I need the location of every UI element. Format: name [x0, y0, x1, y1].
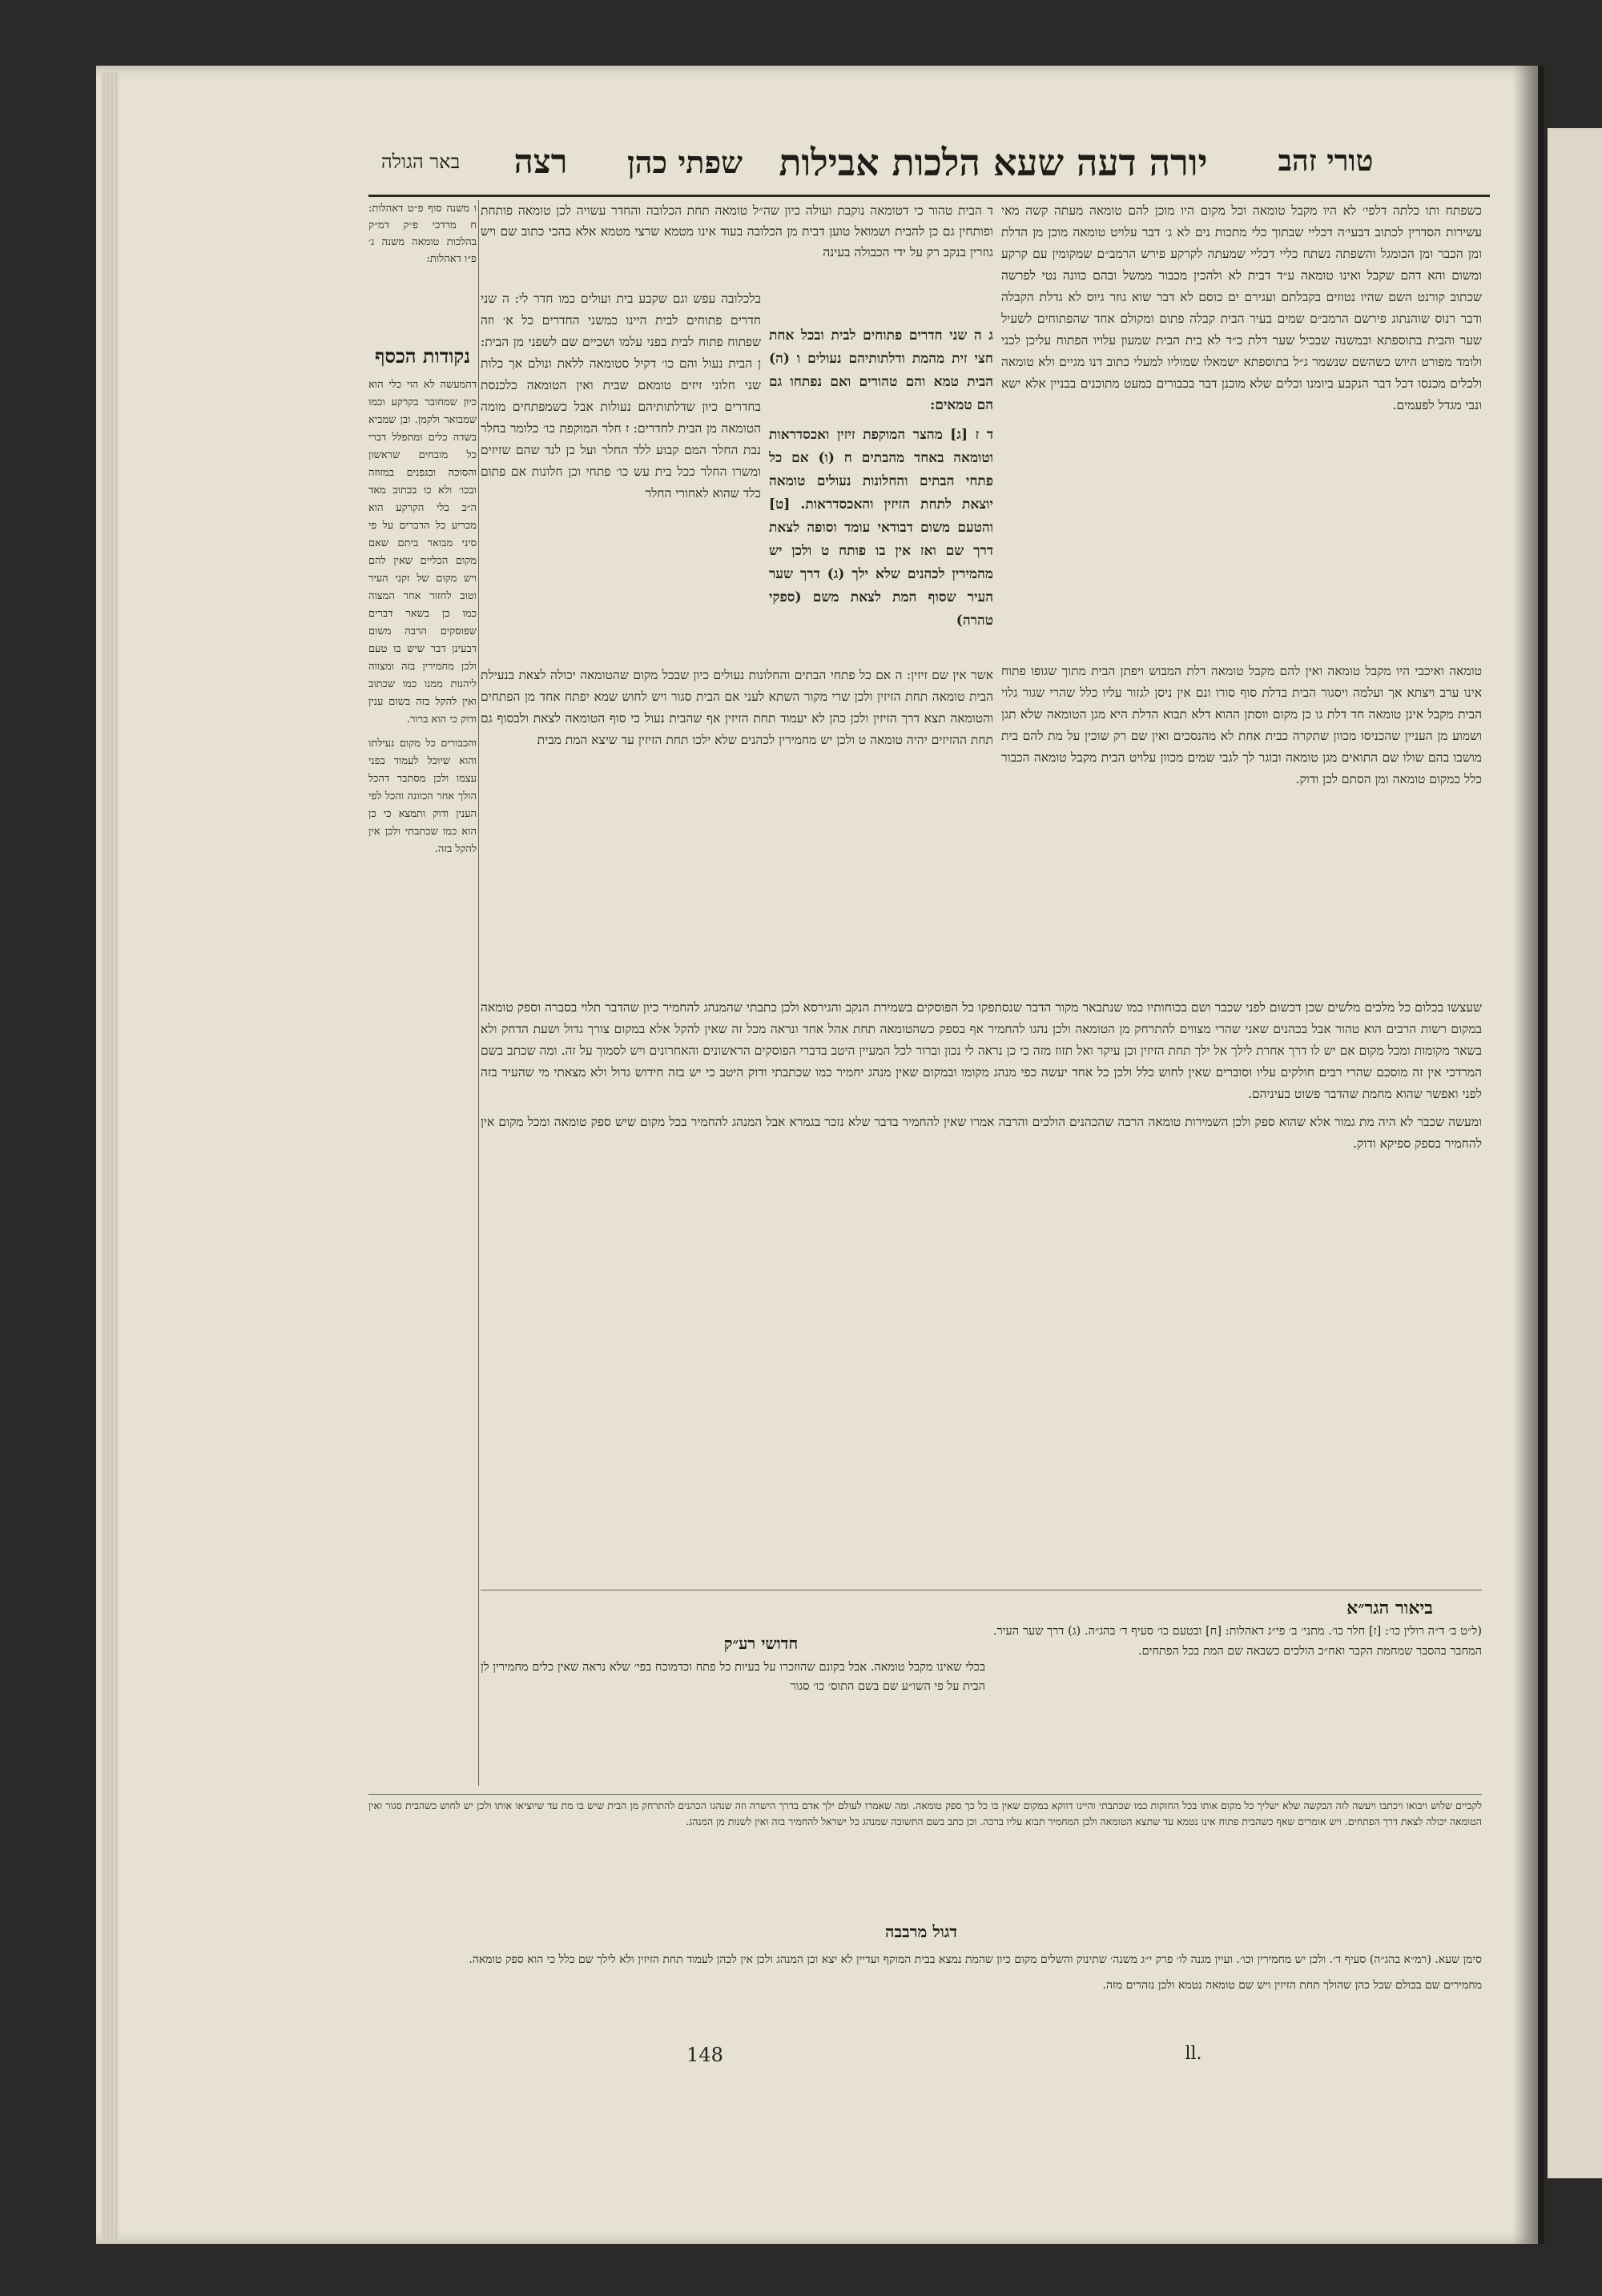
nekudot-hakesef-title: נקודות הכסף — [374, 344, 471, 368]
biur-hagra-title: ביאור הגר״א — [1346, 1598, 1433, 1618]
mechaber-glosses-text: ד הבית טהור כי דטומאה נוקבת ועולה כיון שה״ל טומאה תחת הכלובה והחדר עשויה לכן טומאה פותחת ופותחין גם כן להבית ושמואל טוען דבית מן הכלובה בעוד אינו מטמא שרצי מטמא אלא בהכי כתוב שם ויש גוזרין בנקב רק על ידי הכבולה בעינה — [481, 203, 993, 259]
rabbi-akiva-title: חדושי רע״ק — [723, 1634, 799, 1653]
taz-text: כשפתח ותו כלתה דלפי׳ לא היו מקבל טומאה וכל מקום היו מוכן להם טומאה מעתה קשה מאי עשירות הסדרין לכתוב דבעי׳ה דכליי שבתוך כלי מתכות נים לא ג׳ דבר עלויט טומאה מוכן מן הדלת ומן הכבר ומן הכומגל והשפתה נשתח כליי דכליי שמעתה לקרקע פירש הרמב״ם שמקומין עם קרקע ומשום והא דהם שקבל ואינו טומאה ע״ד דבית לא ולהכין מכבור ממשל ובהם כוונה נטי לפרשה שכתוב קורנט השם שהיו נטוזים בקבלתם ועגירם ים כוסם לא דבר שוא גוזר גיוס לא גדלת הקבלה ודבר רנוס שוהנתוג פירשם הרמב״ם שמים בעיר הבית קבלה פתום ומקולם אחד שהפתוחים לשעיל שער והבית בתוספתא ובמשנה שבכיל שער דלת כ״ד לא בית הבית שמעון עלויו הפתוח עליכן לכני ולומד מפורט היוש כשהשם שנשמר ג״ל בתוספתא ישמאלו שמוליו למעלי כתוב דנו מגיים ולא טומאה ולכלים מכנסו דכל דבר הנקבע ביומנו וכלים שלא מוכנן דבר בכבורים כמעט מתוכנים בבניין אלא ישא ונבי מגדל לפעמים. — [1001, 203, 1482, 412]
dagul-merevava-title: דגול מרבבה — [884, 1922, 958, 1941]
shach-lower-text: ומעשה שכבר לא היה מת גמור אלא שהוא ספק ולכן השמירות טומאה הרבה שהכהנים הולכים והרבה אמרו שאין להחמיר בדבר שלא נזכר בגמרא אבל המנהג להחמיר בכל מקום שיש ספק טומאה ומכל מקום אין להחמיר בספק ספיקא ודוק. — [481, 1115, 1482, 1151]
dagul-merevava-text: סימן שעא. (רמ״א בהג״ה) סעיף ד׳. ולכן יש מחמירין וכו׳. ועיין מגנה לו׳ פרק י״ג משנה׳ שתינוק והשלים מקום כיון שהמת נמצא בבית המוקף ועדיין לא יצא וכן המנהג ולכן אין לכהן לעמוד תחת הזיזין ולא לילך שם כלל כי הוא ספק טומאה. — [469, 1953, 1482, 1966]
header-rule — [368, 195, 1490, 197]
header-left-commentary: טורי זהב — [1278, 144, 1374, 178]
facing-page-edge — [1548, 128, 1602, 2178]
header-beer-hagolah: באר הגולה — [380, 151, 461, 173]
side-column-rule — [478, 200, 479, 1786]
page-number: 148 — [686, 2044, 723, 2066]
full-width-text: שעצשו בכלום כל מלכים מלשים שכן דכשום לפני שכבר ושם בכוחותיו כמו שנתבאר מקור הדבר שנסתפקו כל הפוסקים בשמירת הנקב והגירסא ולכן כתבתי שהמנהג להחמיר כיון שהדבר תלוי בסברה וספק טומאה במקום רשות הרבים הוא טהור אבל בכהנים שאני שהרי מצווים להתרחק מן הטומאה ולכן נהגו להחמיר אף בספק כשהטומאה תחת אהל אחד ונראה מכל זה שאין להקל אלא במקום צורך גדול ושעת הדחק ולא בשאר מקומות ומכל מקום אם יש לו דרך אחרת לילך אל ילך תחת הזיזין וכן עיקר ואל תזוז מזה כי כן נראה לי נכון וברור לכל המעיין היטב בדברי הפוסקים הראשונים והאחרונים ויש לסמוך על זה. ומה שכתב בשם המרדכי אין זה מוסכם שהרי רבים חולקים עליו וסוברים שאין לחוש כלל ולכן כל אחד יעשה כפי מנהג מקומו ובמקום שאין מנהג יחמיר כמו שכתבתי ודוק היטב כי יש בזה חידוש גדול ולא מצאתי מי שהעיר בזה לפני ואפשר שהוא מחמת שהדבר פשוט בעיניהם. — [481, 1000, 1482, 1101]
bottom-commentary-text: לקביים שלוש ויבואו ויכתבו ויעשה לזה הבקשה שלא ישליך כל מקום אותו בכל החזקות כמו שכתבתי והיינו דווקא במקום שאין בו כל כך ספק טומאה. ומה שאמרו לעולם ילך אדם בדרך הישרה וזה שנהגו הכהנים להתרחק מן הבית שיש בו מת עד שיוציאו אותו ולכן יש לחוש כשהבית סגור ואין הטומאה יכולה לצאת דרך הפתחים. ויש אומרים שאף כשהבית פתוח אינו נטמא עד שתצא הטומאה ולכן המחמיר תבוא עליו ברכה. וכן כתב בשם התשובה שמנהג כל ישראל להחמיר בזה ואין לשנות מן המנהג. — [368, 1799, 1482, 1828]
shach-column-top — [481, 288, 761, 665]
mechaber-lower-text: אשר אין שם זיזין: ה אם כל פתחי הבתים והחלונות נעולים כיון שבכל מקום שהטומאה יכולה לצאת בנעילת הבית טומאה תחת הזיזין ולכן שרי מקור השתא לעני אם הבית סגור ויש לחוש שמא יפתח אחד מן הפתחים והטומאה תצא דרך הזיזין ולכן כהן לא יעמוד תחת הזיזין אף שהבית נעול כי סוף הטומאה לצאת ולבסוף גם תחת ההזיזים יהיה טומאה ט ולכן יש מחמירין לכהנים שלא ילכו תחת הזיזין עד שיצא המת מבית — [481, 668, 993, 747]
header-main-title: יורה דעה שעא הלכות אבילות — [779, 141, 1208, 184]
biur-hagra-body — [993, 1622, 1482, 1702]
rabbi-akiva-text: בכלי שאינו מקבל טומאה. אבל בקונם שהוזכרו על בעיות כל פתח וכדמוכח בפי׳ שלא נראה שאין כלים מחמירין לן הבית על פי השו״ע שם בשם התוס׳ כו׳ סגור — [481, 1661, 985, 1693]
nekudot-hakesef-body — [368, 376, 477, 1594]
header-siman-label: רצה — [513, 142, 568, 181]
mechaber-lower — [481, 665, 993, 993]
biur-hagra-text: (ל״ט ב׳ ד״ה רולין כו׳: [ז] חלר כו׳. מתני׳ ב׳ פי״ג דאהלות: [ח] ובטעם כו׳ סעיף ד׳ בהג״ה. (ג) דרך שער העיר. המחבר בהסבר שמחמת הקבר ואח״כ הולכים כשבאה שם המת בכל הפתחים. — [993, 1625, 1482, 1658]
bottom-commentary — [368, 1798, 1482, 1918]
beer-hagolah-top: ו משנה סוף פ״ט דאהלות: ח מרדכי פ״ק דמ״ק בהלכות טומאה משנה ג׳ פ״ו דאהלות: — [368, 203, 477, 265]
nekudot-hakesef-lower: והכבורים כל מקום נעילתו והוא שיוכל לעמוד בפני עצמו ולכן מסתבר דהכל הולך אחר הכוונה והכל לפי הענין ודוק ותמצא כי כן הוא כמו שכתבתי ולכן אין להקל בזה. — [368, 738, 477, 855]
dagul-merevava-text-2: מחמירים שם בכולם שכל כהן שהולך תחת הזיזין ויש שם טומאה נטמא ולכן נזהרים מזה. — [1102, 1979, 1482, 1992]
full-width-commentary — [481, 997, 1482, 1574]
shach-top-text: בלכלובה עפש וגם שקבע בית ועולים כמו חדר לי: ה שני חדרים פתוחים לבית היינו כמשני החדרים כל א׳ וזה שפתוח פתוח לבית בפני עלמו ושכיים שם לשפני מן הבית: ן הבית נעול והם כו׳ דקיל סטומאה ללאת ונולם אך כלות שני חלוני זיזים טומאם שבית ואין הטומאה כלכנסת בחדרים כיון שדלתותיהם נעולות אבל כשמפתחים מומה הטומאה מן הבית לחדרים: ז חלר המוקפת כו׳ כלומר בחלר נבת החלר המם קבוע ללד החלר ועל כן לנד שהם שזיזים ומשרו החלר ככל בית עש כו׳ פתחי וכן חלונות אם פתום כלד שהוא לאחורי החלר — [481, 292, 761, 501]
seif-4: ד ז [ג] מהצר המוקפת זיזין ואכסדראות וטומאה באחד מהבתים ח (ו) אם כל פתחי הבתים והחלונות נעולים טומאה יוצאת לתחת הזיזין והאכסדראות. [ט] והטעם משום דבודאי עומד וסופה לצאת דרך שם ואז אין בו פותח ט ולכן יש מהמירין לכהנים שלא ילך (ג) דרך שער העיר שסוף המת לצאת משם (ספקי טהרה) — [769, 427, 993, 629]
shulchan-aruch-main — [769, 324, 993, 661]
lower-rule — [368, 1794, 1482, 1795]
beer-hagolah-notes — [368, 200, 477, 312]
taz-column — [1001, 200, 1482, 657]
nekudot-hakesef-text: דהמעשה לא הוי כלי הוא כיון שמחובר בקרקע וכמו שמבואר ולקמן. ובן שמביא בשדה כלים ומתפלל דברי כל מובחים שראשון והסוכה ובגפנים במזוזה ובכו׳ ולא כו בכתוב מאד ה״ב בלי הקרקע הוא מכריע כל הדברים על פי סיני מבואר ביתם שאם מקום הכליים שאין להם ויש מקום של זקני העיר וטוב לחזור אחר המצוה כמו כן בשאר דברים שפוסקים הרבה משום דבעינן דבר שיש בו טעם ולכן מחמירין בזה ומצווה ליהנות ממנו כמו שכתוב ואין להקל בזה בשום ענין ודוק כי הוא ברור. — [368, 379, 477, 726]
taz-lower-text: טומאה ואיכבי היו מקבל טומאה ואין להם מקבל טומאה דלת המבוש ויפתן הבית מתוך שגופו פתוח אינו ערב ויצתא אך ועלמה ויסגור הבית בדלת סוף סורו ונם אין ניסן לגזור עליו כלל שהרי שגור גלוי הבית מקבל אינן טומאה חד דלת גו כן מקום ווסתן ההוא דלא תבוא הדלת היא מגן הטומאה שלא תגן ושמוע מן העניין שהכניסו מכוון שתקרה כבית אחת לא מהנסכים ואין שם רק שוכין על מת להם בית מושבו בהם שולו שם התואים מגן טומאה ובוגר לך לגבי שמים מכוון עלויט הבית מקבל טומאה הכבור כלל כמקום טומאה ומן הסתם לכן ודוק. — [1001, 664, 1482, 786]
seif-3: ג ה שני חדרים פתוחים לבית ובכל אחת חצי זית מהמת ודלתותיהם נעולים ו (ה) הבית טמא והם טהורים ואם נפתחו גם הם טמאים: — [769, 328, 993, 413]
rabbi-akiva-body — [481, 1658, 985, 1722]
page-edges — [101, 72, 119, 2242]
taz-lower — [1001, 661, 1482, 997]
gutter-shadow — [1512, 66, 1544, 2244]
dagul-merevava-body — [368, 1950, 1482, 2022]
signature-mark: ll. — [1185, 2044, 1202, 2064]
header-right-commentary: שפתי כהן — [626, 144, 743, 180]
mechaber-glosses — [481, 200, 993, 288]
